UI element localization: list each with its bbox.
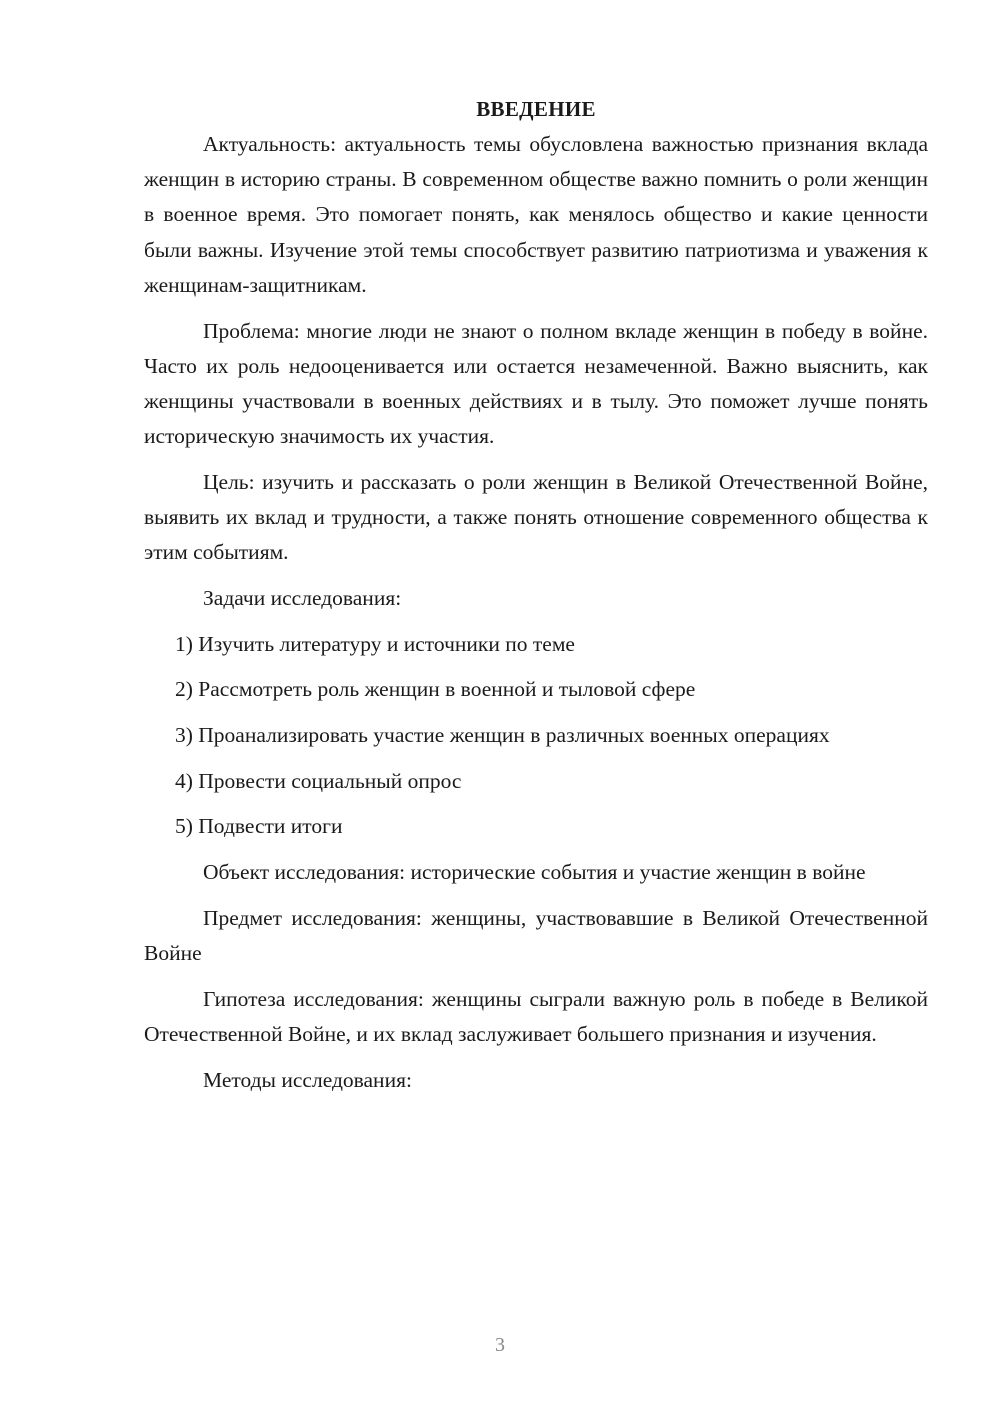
methods-heading: Методы исследования: [203,1067,412,1092]
task-item: 4) Провести социальный опрос [175,768,462,793]
relevance-paragraph: Актуальность: актуальность темы обусловлена важностью признания вклада женщин в историю страны. В современном обществе важно помнить о роли женщин в военное время. Это помогает понять, как менялось общество и какие ценности были важны. Изучение этой темы способствует развитию патриотизма и уважения к женщинам-защитникам. [144,132,928,297]
task-item: 1) Изучить литературу и источники по теме [175,631,575,656]
object-paragraph: Объект исследования: исторические события и участие женщин в войне [203,860,866,885]
goal-paragraph: Цель: изучить и рассказать о роли женщин в Великой Отечественной Войне, выявить их вклад и трудности, а также понять отношение современного общества к этим событиям. [144,469,928,565]
document-page [144,92,928,1108]
task-item: 3) Проанализировать участие женщин в различных военных операциях [175,723,830,748]
hypothesis-paragraph: Гипотеза исследования: женщины сыграли важную роль в победе в Великой Отечественной Войне, и их вклад заслуживает большего признания и изучения. [144,986,928,1046]
task-item: 5) Подвести итоги [175,814,343,839]
subject-paragraph: Предмет исследования: женщины, участвовавшие в Великой Отечественной Войне [144,905,928,966]
page-number: 3 [495,1334,505,1356]
problem-paragraph: Проблема: многие люди не знают о полном вкладе женщин в победу в войне. Часто их роль недооценивается или остается незамеченной. Важно выяснить, как женщины участвовали в военных действиях и в тылу. Это поможет лучше понять историческую значимость их участия. [144,318,928,449]
section-title: ВВЕДЕНИЕ [476,97,596,121]
task-item: 2) Рассмотреть роль женщин в военной и тыловой сфере [175,677,696,702]
tasks-heading: Задачи исследования: [203,585,402,610]
